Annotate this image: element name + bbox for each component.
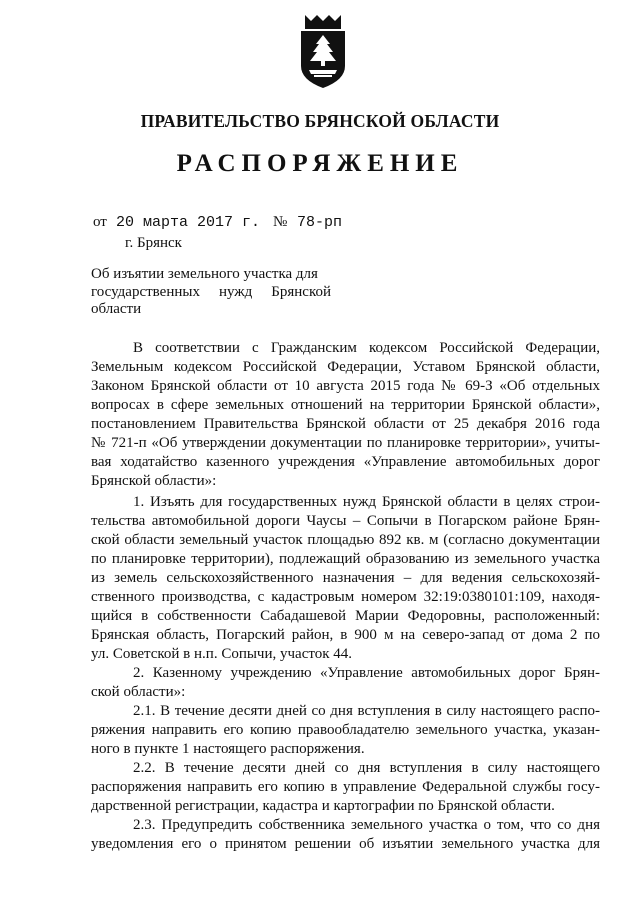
government-title: ПРАВИТЕЛЬСТВО БРЯНСКОЙ ОБЛАСТИ (140, 111, 500, 131)
body-line: 2.3. Предупредить собственника земельного участка о том, что со дня (133, 817, 600, 833)
document-number: 78-рп (297, 214, 343, 231)
body-line: ственного производства, с кадастровым номером 32:19:0380101:109, находя- (91, 589, 600, 605)
body-line: ской области»: (91, 684, 186, 700)
document-date: 20 марта 2017 г. (116, 214, 261, 231)
body-line: 2.1. В течение десяти дней со дня вступления в силу настоящего распо- (133, 703, 600, 719)
body-line: ул. Советской в н.п. Сопычи, участок 44. (91, 646, 353, 662)
subject-line: Об изъятии земельного участка для (91, 266, 318, 282)
body-line: Законом Брянской области от 10 августа 2015 года № 69-З «Об отдельных (91, 378, 600, 394)
city-line: г. Брянск (125, 235, 182, 251)
body-line: 1. Изъять для государственных нужд Брянской области в целях строи- (133, 494, 600, 510)
body-line: вая ходатайство казенного учреждения «Управление автомобильных дорог (91, 454, 600, 470)
number-prefix: № (273, 214, 288, 230)
body-line: из земель сельскохозяйственного назначения – для ведения сельскохозяй- (91, 570, 600, 586)
body-line: 2.2. В течение десяти дней со дня вступления в силу настоящего (133, 760, 600, 776)
body-line: вопросах в сфере земельных отношений на территории Брянской области», (91, 397, 600, 413)
subject-line: области (91, 301, 142, 318)
subject-block (91, 266, 331, 319)
body-line: уведомления его о принятом решении об изъятии земельного участка для (91, 836, 600, 852)
body-line: дарственной регистрации, кадастра и картографии по Брянской области. (91, 798, 555, 814)
body-line: щийся в собственности Сабадашевой Марии Федоровны, расположенный: (91, 608, 600, 624)
body-line: Земельным кодексом Российской Федерации, Уставом Брянской области, (91, 359, 600, 375)
coat-of-arms-icon (298, 14, 348, 90)
body-line: В соответствии с Гражданским кодексом Российской Федерации, (133, 340, 600, 356)
body-line: № 721-п «Об утверждении документации по планировке территории», учиты- (91, 435, 600, 451)
body-line: ской области земельный участок площадью 892 кв. м (согласно документации (91, 532, 600, 548)
body-line: постановлением Правительства Брянской области от 25 декабря 2016 года (91, 416, 600, 432)
body-line: тельства автомобильной дороги Чаусы – Сопычи в Погарском районе Брян- (91, 513, 600, 529)
subject-line: государственных нужд Брянской (91, 283, 331, 300)
document-type-title: РАСПОРЯЖЕНИЕ (176, 150, 464, 177)
body-line: ряжения направить его копию правообладателю земельного участка, указан- (91, 722, 600, 738)
body-line: распоряжения направить его копию в управление Федеральной службы госу- (91, 779, 600, 795)
body-line: по планировке территории), подлежащий образованию из земельного участка (91, 551, 600, 567)
body-line: Брянской области»: (91, 473, 217, 489)
body-line: Брянская область, Погарский район, в 900 м на северо-запад от дома 2 по (91, 627, 600, 643)
body-line: ного в пункте 1 настоящего распоряжения. (91, 741, 365, 757)
body-line: 2. Казенному учреждению «Управление автомобильных дорог Брян- (133, 665, 600, 681)
date-prefix: от (93, 214, 107, 230)
